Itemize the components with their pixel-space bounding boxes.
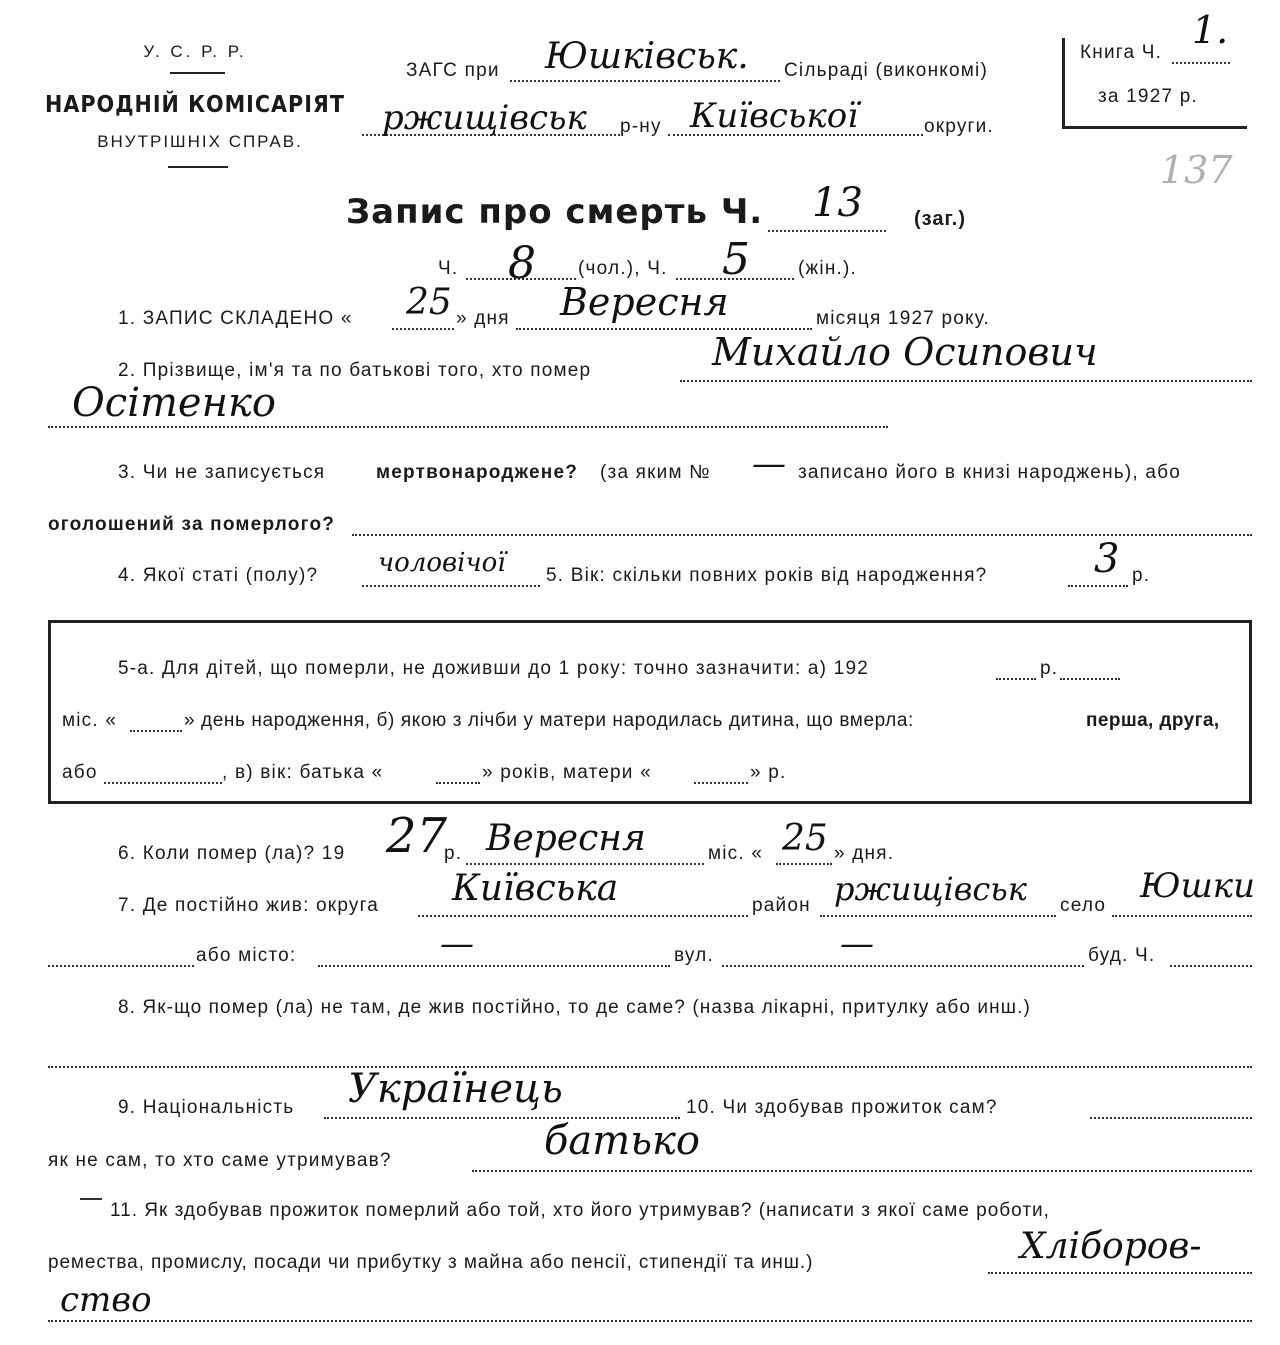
rayon-value: ржищівськ: [382, 98, 587, 138]
field4-label: 4. Якої статі (полу)?: [118, 565, 319, 586]
field6-r: р.: [444, 843, 463, 864]
field10-value: батько: [544, 1118, 700, 1164]
male-count: 8: [508, 238, 536, 289]
zhin-label: (жін.).: [798, 258, 858, 279]
zag-label: (заг.): [914, 208, 967, 230]
field7-vul: —: [840, 924, 874, 964]
field5-line: [1068, 585, 1128, 587]
field7-rayon-line: [820, 915, 1056, 917]
field11-line-a: [988, 1272, 1252, 1274]
ussr-label: У. С. Р. Р.: [143, 42, 247, 61]
field9-label: 9. Національність: [118, 1097, 295, 1118]
field7-vul-line: [722, 965, 1084, 967]
header-divider-2: [168, 166, 228, 168]
zags-line: [510, 80, 780, 82]
field2-name-b: Осітенко: [72, 380, 276, 426]
field11-value-b: ство: [60, 1280, 152, 1320]
field1-day-line: [392, 328, 454, 330]
field9-value: Українець: [348, 1066, 563, 1112]
field7-misto: —: [440, 924, 474, 964]
field11-value-a: Хліборов-: [1020, 1226, 1202, 1267]
field3-label-b: (за яким №: [600, 462, 711, 483]
field6-month-line: [466, 863, 704, 865]
silradi-label: Сільраді (виконкомі): [784, 60, 988, 81]
field11-line-b: [48, 1320, 1252, 1322]
book-line: [1172, 62, 1230, 64]
field2-line-a: [680, 380, 1252, 382]
field7-okruga-line: [418, 915, 748, 917]
field7-rayon-label: район: [752, 895, 811, 916]
corner-note: 137: [1160, 148, 1233, 192]
field6-day: 25: [782, 818, 828, 859]
header-divider: [170, 72, 225, 74]
field1-month: Вересня: [560, 280, 729, 324]
field1-label: 1. ЗАПИС СКЛАДЕНО «: [118, 308, 353, 329]
field10-line2: як не сам, то хто саме утримував?: [48, 1150, 392, 1171]
okrug-value: Київської: [690, 96, 859, 136]
field5a-year-line: [996, 678, 1036, 680]
field6-day-line: [776, 863, 832, 865]
field5a-line2-b: » день народження, б) якою з лічби у матери народилась дитина, що вмерла:: [184, 710, 914, 731]
record-number-line: [768, 230, 886, 232]
field10-line: [1090, 1117, 1252, 1119]
book-number: 1.: [1192, 8, 1229, 52]
female-count: 5: [722, 234, 750, 285]
field5a-trail-line: [1060, 678, 1120, 680]
field6-year: 27: [386, 808, 448, 864]
field6-label: 6. Коли помер (ла)? 19: [118, 843, 346, 864]
field3-label-a: 3. Чи не записується: [118, 462, 326, 483]
field2-line-b: [48, 426, 888, 428]
field1-end: місяця 1927 року.: [816, 308, 991, 329]
field5a-father-line: [436, 782, 480, 784]
field5a-line2-a: міс. «: [62, 710, 118, 731]
field5a-first-second: перша, друга,: [1086, 710, 1220, 731]
field10-keeper-line: [472, 1170, 1252, 1172]
record-title: Запис про смерть Ч.: [346, 192, 764, 232]
field3-label-c: записано його в книзі народжень), або: [798, 462, 1181, 483]
field5a-line3-d: » р.: [750, 762, 787, 783]
field7-okruga: Київська: [452, 868, 619, 909]
field5a-line3-b: , в) вік: батька «: [222, 762, 384, 783]
internal-affairs-label: ВНУТРІШНІХ СПРАВ.: [97, 132, 303, 151]
ch-label: Ч.: [438, 258, 459, 279]
field1-mid: » дня: [456, 308, 510, 329]
field10-label: 10. Чи здобував прожиток сам?: [686, 1097, 998, 1118]
field7-label: 7. Де постійно жив: округа: [118, 895, 380, 916]
field5a-line3-a: або: [62, 762, 98, 783]
field2-label: 2. Прізвище, ім'я та по батькові того, хто помер: [118, 360, 592, 381]
field8-line: [48, 1066, 1252, 1068]
field7-rayon: ржищівськ: [834, 870, 1027, 908]
field5-unit: р.: [1132, 565, 1151, 586]
chol-label: (чол.), Ч.: [578, 258, 668, 279]
field7-misto-line: [318, 965, 670, 967]
field5a-month-line: [130, 730, 182, 732]
field6-dnya: » дня.: [834, 843, 895, 864]
field5-label: 5. Вік: скільки повних років від народження?: [546, 565, 988, 586]
field5a-line3-c: » років, матери «: [482, 762, 652, 783]
rnu-label: р-ну: [620, 116, 662, 137]
field6-mis: міс. «: [708, 843, 764, 864]
field7-selo: Юшки: [1140, 866, 1255, 906]
field11-label: 11. Як здобував прожиток померлий або той, хто його утримував? (написати з якої саме роботи,: [110, 1200, 1050, 1221]
field4-value: чоловічої: [378, 548, 506, 578]
field5a-mother-line: [694, 782, 748, 784]
book-year: за 1927 р.: [1098, 86, 1198, 107]
field5a-other-line: [104, 782, 222, 784]
field4-line: [362, 585, 540, 587]
field7-pre-line: [48, 965, 194, 967]
field8-label: 8. Як-що помер (ла) не там, де жив постійно, то де саме? (назва лікарні, притулку або инш.): [118, 997, 1031, 1018]
field5a-line1: 5-а. Для дітей, що померли, не доживши до 1 року: точно зазначити: а) 192: [118, 658, 869, 679]
field3-declared-dead: оголошений за померлого?: [48, 514, 336, 535]
field1-day: 25: [406, 282, 452, 323]
commissariat-label: НАРОДНІЙ КОМІСАРІЯТ: [45, 92, 345, 118]
zags-value: Юшківськ.: [545, 36, 749, 77]
field7-vul-label: вул.: [674, 945, 714, 966]
field2-name-a: Михайло Осипович: [712, 330, 1098, 374]
field7-bud-label: буд. Ч.: [1088, 945, 1156, 966]
field7-selo-label: село: [1060, 895, 1107, 916]
field5a-line1-end: р.: [1040, 658, 1059, 679]
field5-value: 3: [1094, 536, 1120, 582]
field11-dash-mark: [80, 1198, 102, 1200]
zags-prefix: ЗАГС при: [406, 60, 500, 81]
field7-selo-line: [1112, 915, 1252, 917]
field6-month: Вересня: [486, 818, 646, 859]
field11-line2: ремества, промислу, посади чи прибутку з майна або пенсії, стипендії та инш.): [48, 1252, 814, 1273]
field3-stillborn: мертвонароджене?: [376, 462, 579, 483]
field7-bud-line: [1170, 965, 1252, 967]
book-label: Книга Ч.: [1080, 42, 1163, 63]
field7-misto-label: або місто:: [196, 945, 297, 966]
okrugy-label: округи.: [924, 116, 994, 137]
field3-dash: —: [752, 444, 786, 484]
record-number: 13: [812, 180, 863, 226]
